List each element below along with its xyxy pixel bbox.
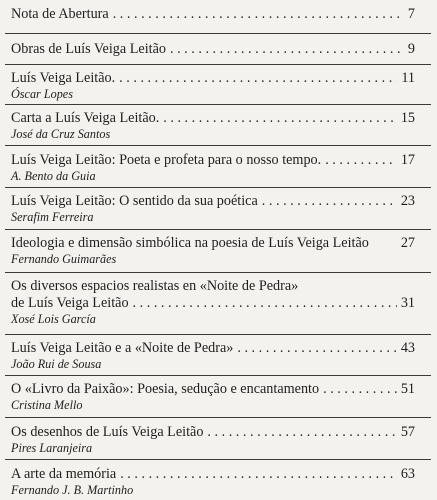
dot-leader	[119, 70, 397, 87]
dot-leader	[170, 41, 404, 58]
toc-entry-title-continued: de Luís Veiga Leitão	[11, 295, 129, 311]
toc-entry	[11, 381, 415, 412]
divider	[5, 104, 431, 105]
dot-leader	[133, 295, 397, 312]
toc-entry-page: 15	[400, 110, 415, 126]
toc-entry	[11, 193, 415, 224]
toc-entry-author: João Rui de Sousa	[11, 357, 102, 371]
divider	[5, 375, 431, 376]
toc-entry-author: Pires Laranjeira	[11, 441, 93, 455]
toc-entry	[11, 6, 415, 23]
toc-entry-title: Os desenhos de Luís Veiga Leitão	[11, 424, 204, 440]
toc-entry-page: 9	[407, 41, 415, 57]
toc-entry	[11, 278, 415, 326]
dot-leader	[262, 193, 397, 210]
toc-entry-title: Luís Veiga Leitão.	[11, 70, 116, 86]
toc-entry	[11, 41, 415, 58]
toc-entry-page: 23	[400, 193, 415, 209]
toc-entry-page: 63	[400, 466, 415, 482]
toc-entry-page: 31	[400, 295, 415, 311]
dot-leader	[207, 424, 396, 441]
toc-entry-page: 57	[400, 424, 415, 440]
divider	[5, 145, 431, 146]
toc-entry-author: Serafim Ferreira	[11, 210, 94, 224]
dot-leader	[163, 110, 397, 127]
toc-entry-author: Fernando Guimarães	[11, 252, 117, 266]
toc-entry-title: A arte da memória	[11, 466, 117, 482]
toc-entry-author: Xosé Lois García	[11, 312, 96, 326]
divider	[5, 229, 431, 230]
toc-entry-title: Nota de Abertura	[11, 6, 109, 22]
toc-entry	[11, 110, 415, 141]
divider	[5, 187, 431, 188]
toc-entry-title: Obras de Luís Veiga Leitão	[11, 41, 166, 57]
toc-entry-title: Carta a Luís Veiga Leitão.	[11, 110, 160, 126]
toc-entry-title: Luís Veiga Leitão: O sentido da sua poética	[11, 193, 258, 209]
dot-leader	[113, 6, 404, 23]
dot-leader	[120, 466, 397, 483]
toc-entry-page: 51	[400, 381, 415, 397]
toc-entry-page: 7	[407, 6, 415, 22]
toc-entry-title: Luís Veiga Leitão: Poeta e profeta para o nosso tempo.	[11, 152, 322, 168]
divider	[5, 417, 431, 418]
toc-entry-title: Os diversos espacios realistas en «Noite de Pedra»	[11, 278, 299, 294]
toc-entry-author: A. Bento da Guia	[11, 169, 96, 183]
toc-entry-page: 11	[401, 70, 415, 86]
toc-entry	[11, 235, 415, 266]
divider	[5, 459, 431, 460]
toc-entry-title: O «Livro da Paixão»: Poesia, sedução e encantamento	[11, 381, 320, 397]
toc-entry-page: 27	[400, 235, 415, 251]
divider	[5, 272, 431, 273]
toc-entry-author: Óscar Lopes	[11, 87, 73, 101]
toc-entry	[11, 70, 415, 101]
dot-leader	[237, 340, 396, 357]
toc-entry-title: Ideologia e dimensão simbólica na poesia de Luís Veiga Leitão	[11, 235, 369, 251]
toc-entry	[11, 424, 415, 455]
toc-entry	[11, 152, 415, 183]
toc-entry-page: 17	[400, 152, 415, 168]
divider	[5, 334, 431, 335]
toc-entry	[11, 340, 415, 371]
toc-entry-author: Fernando J. B. Martinho	[11, 483, 134, 497]
divider	[5, 64, 431, 65]
toc-entry	[11, 466, 415, 497]
toc-entry-title: Luís Veiga Leitão e a «Noite de Pedra»	[11, 340, 234, 356]
toc-entry-author: José da Cruz Santos	[11, 127, 111, 141]
divider	[5, 33, 431, 34]
dot-leader	[323, 381, 397, 398]
toc-entry-page: 43	[400, 340, 415, 356]
toc-entry-author: Cristina Mello	[11, 398, 83, 412]
dot-leader	[325, 152, 397, 169]
